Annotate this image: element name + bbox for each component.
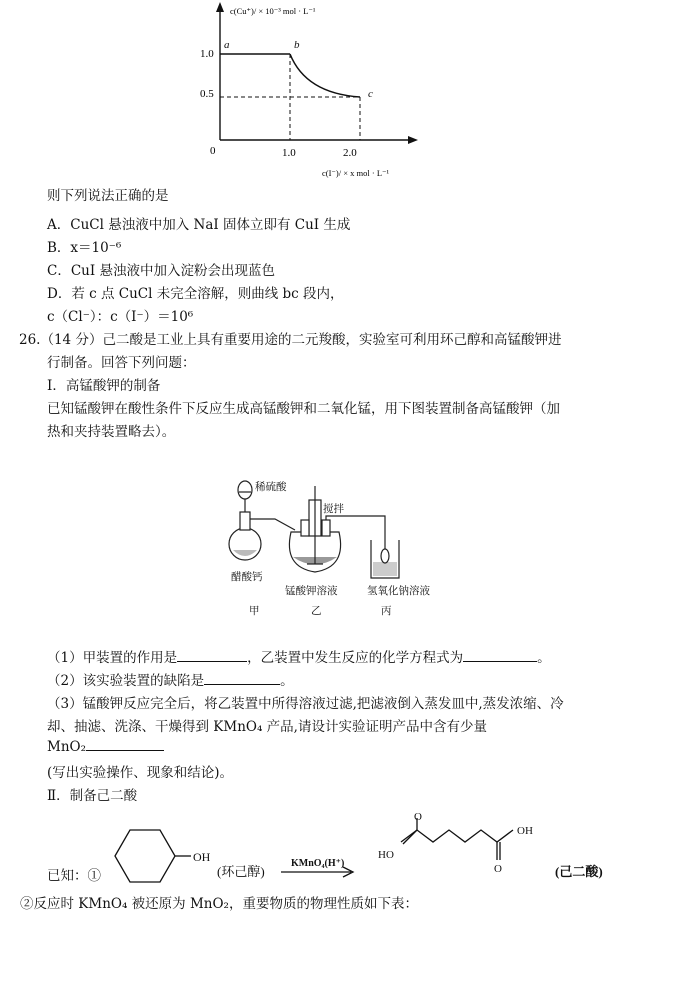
oh-label-2: OH: [517, 825, 533, 837]
subquestion-2-part-b: 。: [280, 673, 294, 689]
label-k2mno4-solution: 锰酸钾溶液: [285, 586, 338, 597]
label-stir: 搅拌: [323, 504, 344, 515]
subquestion-3-line1: （3）锰酸钾反应完全后，将乙装置中所得溶液过滤,把滤液倒入蒸发皿中,蒸发浓缩、冷: [47, 696, 564, 712]
dropping-funnel: [238, 481, 252, 499]
subquestion-2-part-a: （2）该实验装置的缺陷是: [47, 673, 205, 689]
cyclohexane-ring: [115, 830, 175, 882]
question-stem: 则下列说法正确的是: [47, 188, 169, 204]
subquestion-1: [47, 646, 551, 666]
answer-blank-1[interactable]: [177, 649, 247, 662]
subquestion-3-line3: [47, 738, 164, 755]
label-bing: 丙: [381, 606, 392, 617]
label-jia: 甲: [249, 606, 260, 617]
mno2-label: MnO₂: [47, 739, 86, 755]
y-axis-arrow: [216, 2, 224, 12]
option-a: A．CuCl 悬浊液中加入 NaI 固体立即有 CuI 生成: [47, 217, 351, 233]
carbonyl-o-1: O: [414, 811, 422, 823]
subquestion-3-line2: 却、抽滤、洗涤、干燥得到 KMnO₄ 产品,请设计实验证明产品中含有少量: [47, 719, 487, 735]
part1-text-line2: 热和夹持装置略去）。: [47, 424, 176, 440]
adipic-acid-label: (己二酸): [555, 864, 603, 879]
subquestion-1-part-a: （1）甲装置的作用是: [47, 650, 178, 666]
answer-blank-3[interactable]: [204, 672, 280, 685]
x-tick-label-1: 1.0: [282, 147, 296, 159]
part1-title: Ⅰ．高锰酸钾的制备: [47, 378, 161, 394]
x-axis-label: c(I⁻)/ × x mol · L⁻¹: [322, 168, 390, 178]
part1-text-line1: 已知锰酸钾在酸性条件下反应生成高锰酸钾和二氧化锰，用下图装置制备高锰酸钾（加: [47, 401, 560, 417]
reaction-scheme: [95, 811, 635, 890]
answer-blank-4[interactable]: [86, 738, 164, 751]
label-yi: 乙: [311, 606, 322, 617]
subquestion-2: [47, 669, 294, 689]
cyclohexanol-label: (环己醇): [217, 864, 265, 879]
cu-i-concentration-chart: [190, 0, 430, 182]
curve-segment-bc: [290, 54, 360, 97]
y-tick-label-1: 1.0: [200, 48, 214, 60]
label-calcium-acetate: 醋酸钙: [231, 572, 263, 583]
label-dilute-acid: 稀硫酸: [255, 482, 287, 493]
q26-intro-line1: 26.（14 分）己二酸是工业上具有重要用途的二元羧酸，实验室可利用环己醇和高锰酸钾进: [19, 332, 562, 348]
point-label-b: b: [294, 39, 300, 51]
label-naoh-solution: 氢氧化钠溶液: [367, 586, 430, 597]
q26-intro-line2: 行制备。回答下列问题：: [47, 355, 196, 371]
option-d-continued: c（Cl⁻）：c（I⁻）＝10⁶: [47, 309, 194, 325]
option-d: D．若 c 点 CuCl 未完全溶解，则曲线 bc 段内，: [47, 286, 344, 302]
option-b: B．x＝10⁻⁶: [47, 240, 122, 256]
option-c: C．CuI 悬浊液中加入淀粉会出现蓝色: [47, 263, 275, 279]
subquestion-1-part-c: 。: [537, 650, 551, 666]
note-2: ②反应时 KMnO₄ 被还原为 MnO₂，重要物质的物理性质如下表：: [20, 896, 418, 912]
known-label: 已知：①: [47, 868, 101, 884]
y-tick-label-2: 0.5: [200, 88, 214, 100]
hydroxyl-label: OH: [193, 850, 211, 864]
point-label-c: c: [368, 88, 373, 100]
x-axis-arrow: [408, 136, 418, 144]
subquestion-3-line4: (写出实验操作、现象和结论)。: [47, 765, 234, 781]
apparatus-diagram: [225, 472, 455, 620]
carbonyl-o-2: O: [494, 863, 502, 875]
x-tick-label-2: 2.0: [343, 147, 357, 159]
part2-title: Ⅱ．制备己二酸: [47, 788, 138, 804]
answer-blank-2[interactable]: [463, 649, 537, 662]
adipic-acid-chain: [401, 830, 513, 842]
reagent-label: KMnO₄(H⁺): [291, 858, 345, 869]
subquestion-1-part-b: ，乙装置中发生反应的化学方程式为: [247, 650, 464, 666]
y-axis-label: c(Cu⁺)/ × 10⁻³ mol · L⁻¹: [230, 6, 316, 16]
point-label-a: a: [224, 39, 230, 51]
origin-label: 0: [210, 145, 216, 157]
ho-label: HO: [378, 849, 394, 861]
